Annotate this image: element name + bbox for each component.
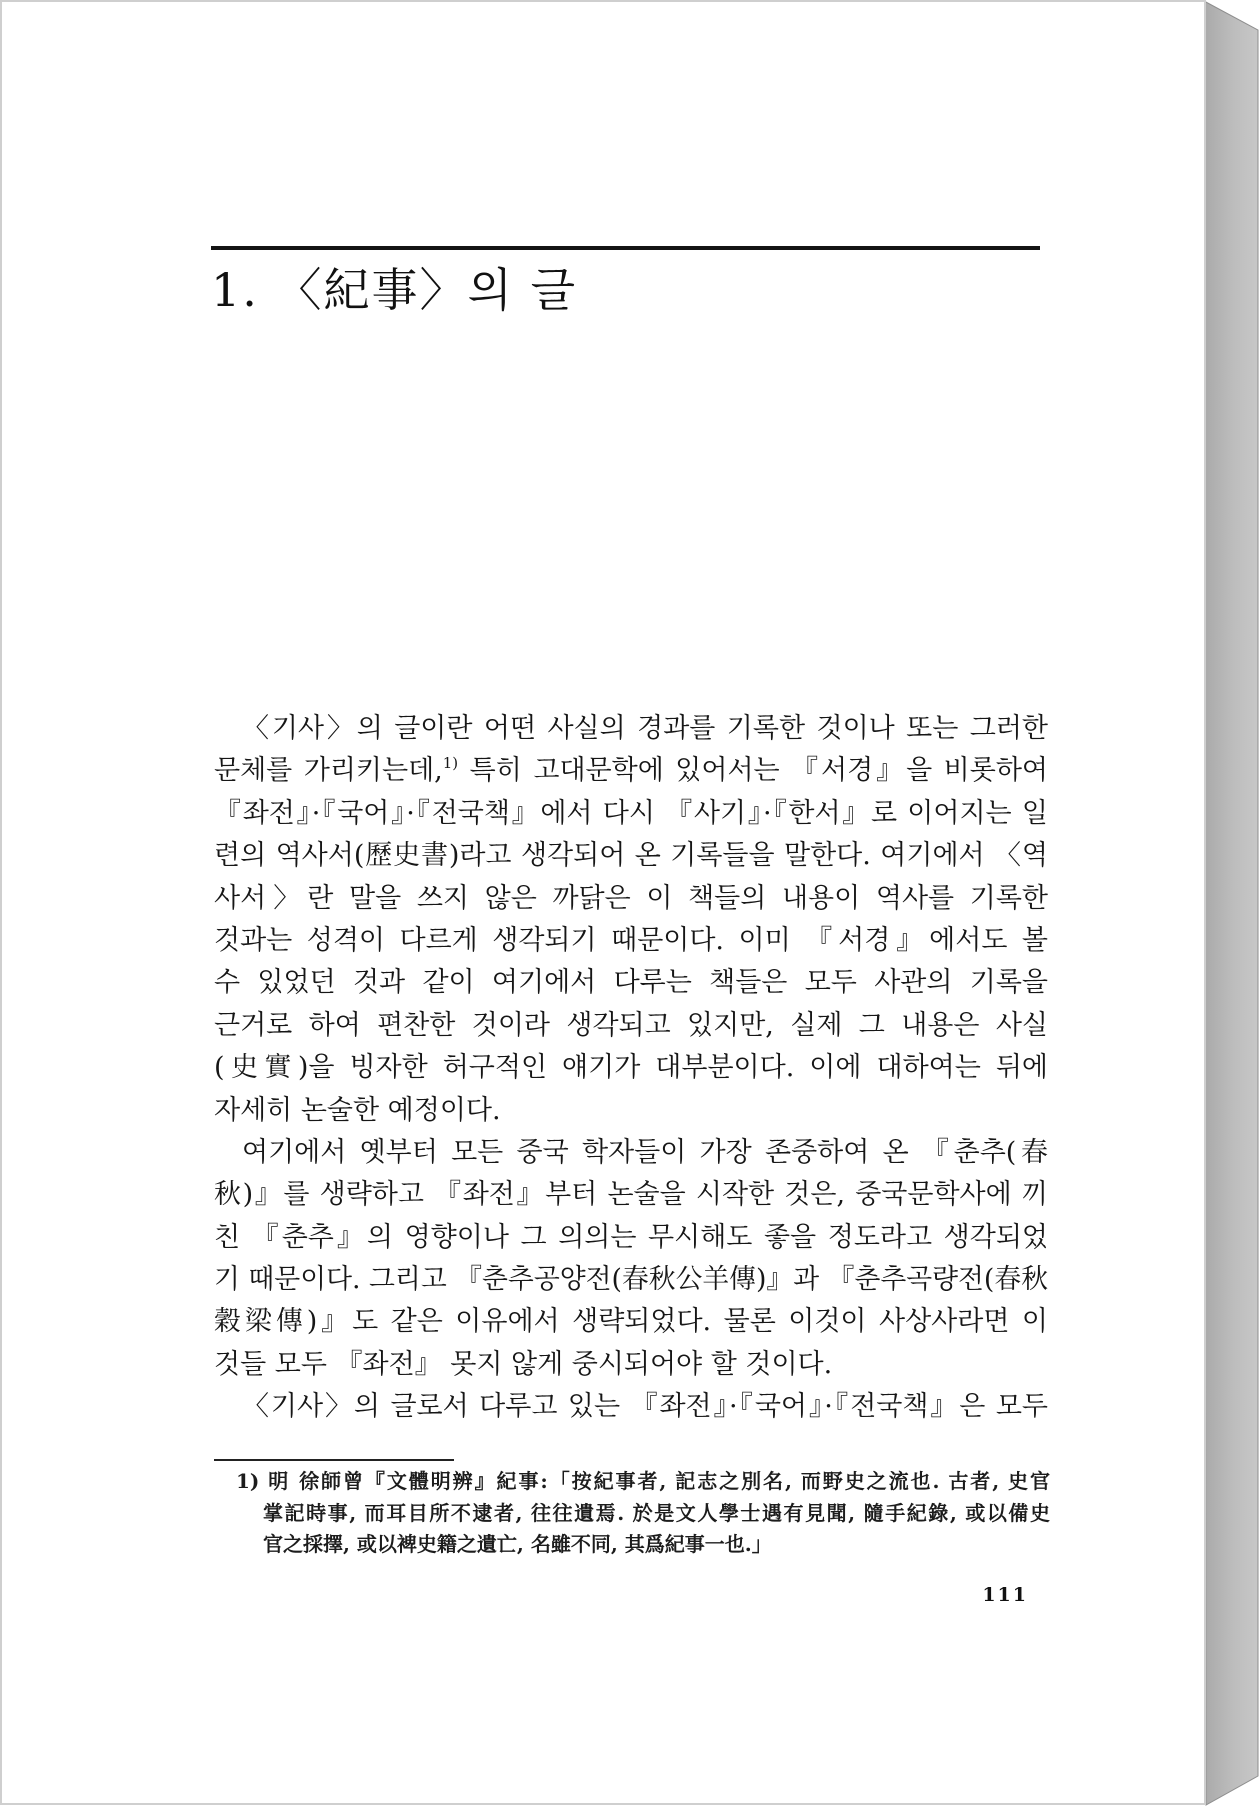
- body-line: 〈기사〉의 글이란 어떤 사실의 경과를 기록한 것이나 또는 그러한: [242, 713, 1048, 744]
- footnote-line: 1) 明 徐師曾『文體明辨』紀事:「按紀事者, 記志之別名, 而野史之流也. 古者, 史官: [236, 1469, 1050, 1493]
- footnote-reference: 1): [442, 754, 459, 773]
- page-number: 111: [982, 1584, 1028, 1606]
- body-line: 사서〉란 말을 쓰지 않은 까닭은 이 책들의 내용이 역사를 기록한: [214, 882, 1048, 914]
- body-line-text: 문체를 가리키는데,: [214, 755, 443, 787]
- body-line: 기 때문이다. 그리고 『춘추공양전(春秋公羊傳)』과 『춘추곡량전(春秋: [214, 1264, 1048, 1296]
- body-line: 근거로 하여 편찬한 것이라 생각되고 있지만, 실제 그 내용은 사실: [214, 1009, 1048, 1041]
- heading-rule: [211, 246, 1040, 250]
- body-line: 수 있었던 것과 같이 여기에서 다루는 책들은 모두 사관의 기록을: [214, 967, 1048, 999]
- page-edge-shape: [1204, 1, 1258, 1805]
- body-line: 여기에서 옛부터 모든 중국 학자들이 가장 존중하여 온 『춘추(春: [242, 1136, 1048, 1168]
- footnote: [236, 1466, 1050, 1561]
- body-line: 〈기사〉의 글로서 다루고 있는 『좌전』·『국어』·『전국책』은 모두: [242, 1391, 1048, 1423]
- body-line: 친 『춘추』의 영향이나 그 의의는 무시해도 좋을 정도라고 생각되었: [214, 1221, 1048, 1253]
- footnote-separator: [214, 1459, 454, 1461]
- body-line: 『좌전』·『국어』·『전국책』에서 다시 『사기』·『한서』로 이어지는 일: [214, 797, 1048, 829]
- body-line: 秋)』를 생략하고 『좌전』부터 논술을 시작한 것은, 중국문학사에 끼: [214, 1179, 1048, 1211]
- body-text: [214, 708, 1048, 1429]
- body-line: 것들 모두 『좌전』 못지 않게 중시되어야 할 것이다.: [214, 1348, 833, 1380]
- section-heading: 1. 〈紀事〉의 글: [211, 263, 578, 317]
- body-line: 련의 역사서(歷史書)라고 생각되어 온 기록들을 말한다. 여기에서 〈역: [214, 840, 1048, 872]
- body-line: [214, 750, 1048, 792]
- footnote-line: 官之採擇, 或以裨史籍之遺亡, 名雖不同, 其爲紀事一也.」: [263, 1532, 772, 1556]
- body-line: 자세히 논술한 예정이다.: [214, 1094, 501, 1126]
- body-line: (史實)을 빙자한 허구적인 얘기가 대부분이다. 이에 대하여는 뒤에: [214, 1052, 1048, 1084]
- footnote-line: 掌記時事, 而耳目所不逮者, 往往遺焉. 於是文人學士遇有見聞, 隨手紀錄, 或以備史: [263, 1500, 1050, 1525]
- body-line-text: 특히 고대문학에 있어서는 『서경』을 비롯하여: [458, 755, 1049, 787]
- body-line: 것과는 성격이 다르게 생각되기 때문이다. 이미 『서경』에서도 볼: [214, 924, 1048, 956]
- body-line: 穀梁傳)』도 같은 이유에서 생략되었다. 물론 이것이 사상사라면 이: [214, 1306, 1048, 1338]
